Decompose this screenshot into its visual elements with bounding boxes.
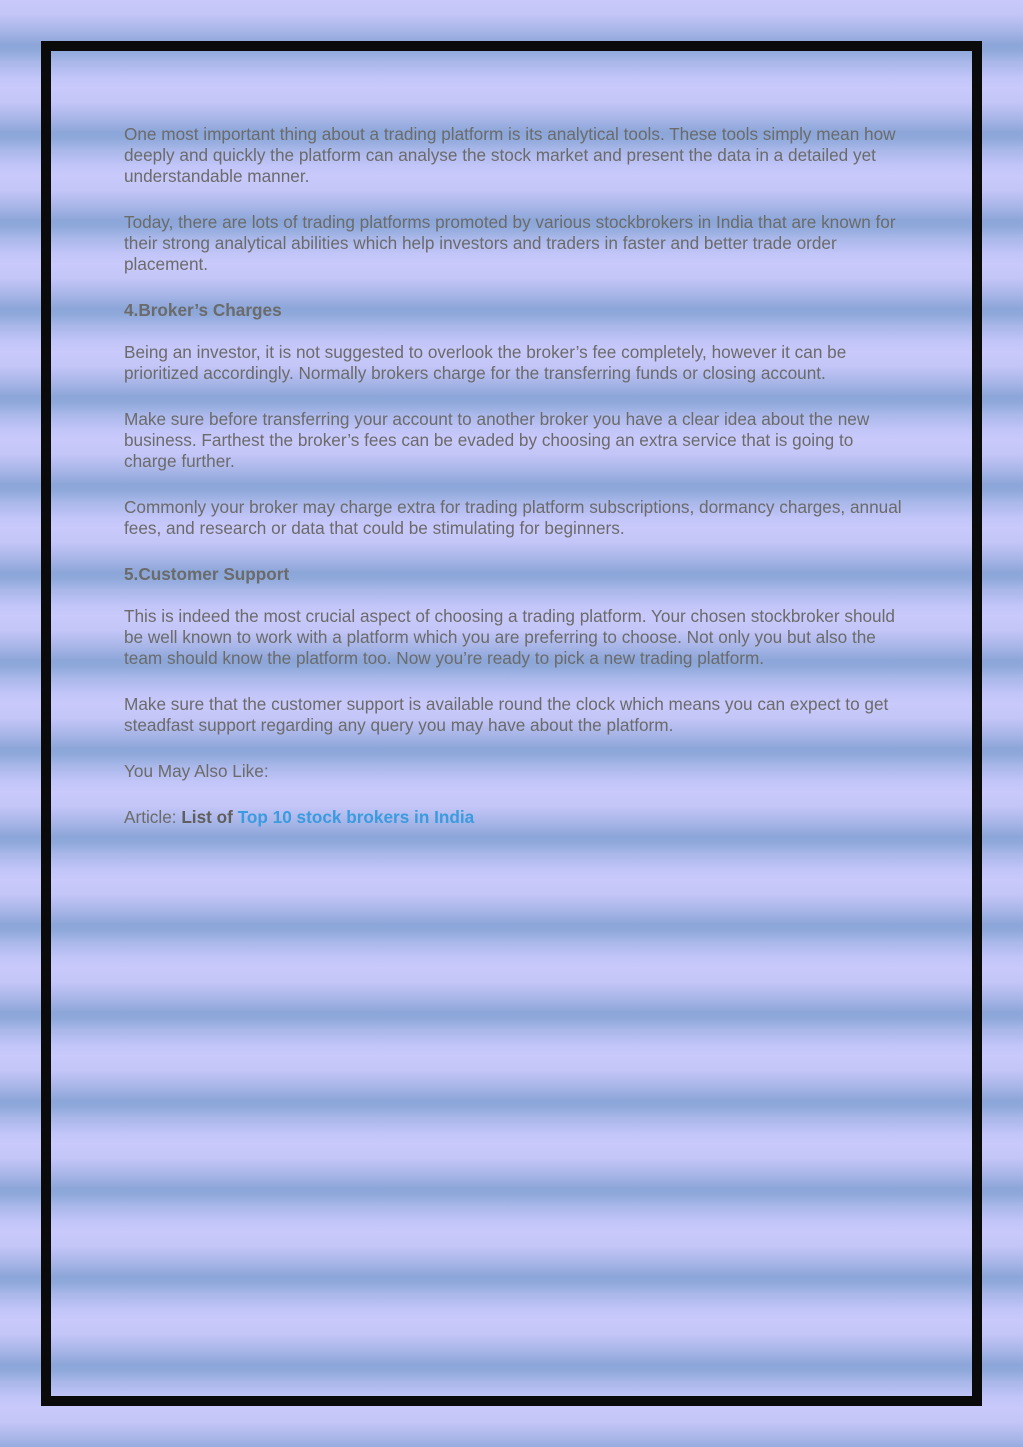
brokers-charges-paragraph-2: Make sure before transferring your account to another broker you have a clear idea about the new business. Farthest the broker’s fees can be evaded by choosing an extra service that is going to charge further. [124,409,870,471]
article-prefix: Article: [124,807,177,827]
section-heading-brokers-charges: 4.Broker’s Charges [124,300,282,320]
article-list-of: List of [181,807,233,827]
brokers-charges-paragraph-1: Being an investor, it is not suggested to overlook the broker’s fee completely, however it can be prioritized accordingly. Normally brokers charge for the transferring funds or closing account. [124,342,847,383]
article-line [124,807,904,828]
intro-paragraph-1: One most important thing about a trading platform is its analytical tools. These tools simply mean how deeply and quickly the platform can analyse the stock market and present the data in a detailed yet understandable manner. [124,124,896,186]
customer-support-paragraph-1: This is indeed the most crucial aspect of choosing a trading platform. Your chosen stockbroker should be well known to work with a platform which you are preferring to choose. Not only you but also the team should know the platform too. Now you’re ready to pick a new trading platform. [124,606,895,668]
customer-support-paragraph-2: Make sure that the customer support is available round the clock which means you can expect to get steadfast support regarding any query you may have about the platform. [124,694,889,735]
document-body [124,124,904,853]
section-heading-customer-support: 5.Customer Support [124,564,290,584]
brokers-charges-paragraph-3: Commonly your broker may charge extra for trading platform subscriptions, dormancy charges, annual fees, and research or data that could be stimulating for beginners. [124,497,902,538]
article-link[interactable]: Top 10 stock brokers in India [237,807,475,827]
also-like-label: You May Also Like: [124,761,269,781]
intro-paragraph-2: Today, there are lots of trading platforms promoted by various stockbrokers in India that are known for their strong analytical abilities which help investors and traders in faster and better trade order placement. [124,212,896,274]
